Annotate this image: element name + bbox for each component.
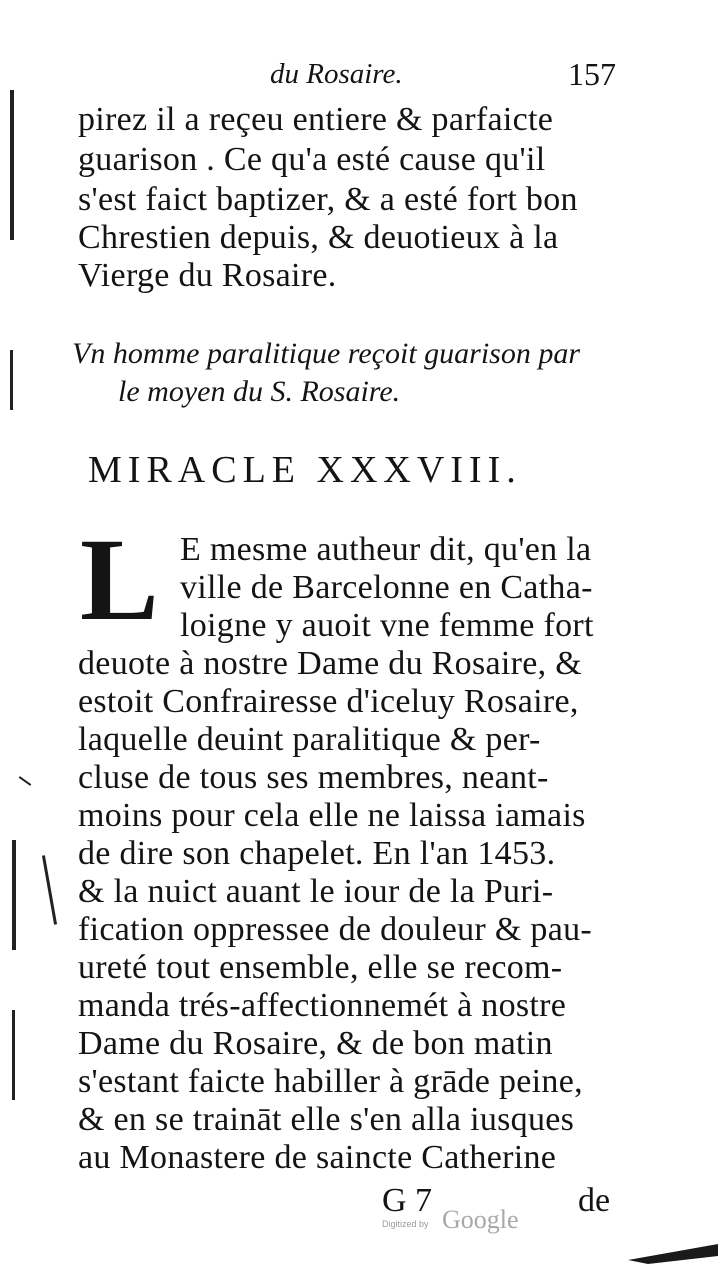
catchword: de <box>578 1182 611 1219</box>
drop-cap: L <box>80 514 159 645</box>
text-line: guarison . Ce qu'a esté cause qu'il <box>78 141 546 178</box>
text-line: deuote à nostre Dame du Rosaire, & <box>78 645 582 682</box>
google-logo: Google <box>442 1205 519 1234</box>
text-line: Dame du Rosaire, & de bon matin <box>78 1025 553 1062</box>
page-footer <box>0 1182 718 1242</box>
text-line: & en se traināt elle s'en alla iusques <box>78 1101 575 1138</box>
margin-mark <box>10 90 14 240</box>
text-line: ville de Barcelonne en Catha- <box>180 569 593 606</box>
page-corner-shadow <box>628 1238 718 1268</box>
margin-mark <box>10 350 13 410</box>
page-number: 157 <box>568 56 616 92</box>
text-line: E mesme autheur dit, qu'en la <box>180 531 592 568</box>
text-line: Chrestien depuis, & deuotieux à la <box>78 219 559 256</box>
text-line: loigne y auoit vne femme fort <box>180 607 594 644</box>
margin-mark <box>12 840 16 950</box>
heading-line: Vn homme paralitique reçoit guarison par <box>72 337 581 370</box>
signature-mark: G 7 <box>382 1182 433 1219</box>
miracle-title: MIRACLE XXXVIII. <box>88 449 522 491</box>
margin-mark <box>19 776 32 786</box>
text-line: cluse de tous ses membres, neant- <box>78 759 549 796</box>
text-line: ureté tout ensemble, elle se recom- <box>78 949 563 986</box>
text-line: s'est faict baptizer, & a esté fort bon <box>78 181 578 218</box>
running-head <box>0 58 718 98</box>
text-line: s'estant faicte habiller à grāde peine, <box>78 1063 583 1100</box>
text-line: & la nuict auant le iour de la Puri- <box>78 873 554 910</box>
watermark-prefix: Digitized by <box>382 1219 429 1229</box>
text-line: moins pour cela elle ne laissa iamais <box>78 797 586 834</box>
text-line: manda trés-affectionnemét à nostre <box>78 987 567 1024</box>
margin-mark <box>12 1010 15 1100</box>
text-line: Vierge du Rosaire. <box>78 257 337 294</box>
running-head-title: du Rosaire. <box>270 58 403 90</box>
text-line: de dire son chapelet. En l'an 1453. <box>78 835 556 872</box>
text-line: pirez il a reçeu entiere & parfaicte <box>78 101 554 138</box>
text-line: laquelle deuint paralitique & per- <box>78 721 541 758</box>
text-line: au Monastere de saincte Catherine <box>78 1139 557 1176</box>
margin-mark <box>42 855 57 924</box>
heading-line: le moyen du S. Rosaire. <box>118 375 401 408</box>
google-watermark <box>382 1205 532 1241</box>
text-line: fication oppressee de douleur & pau- <box>78 911 593 948</box>
text-line: estoit Confrairesse d'iceluy Rosaire, <box>78 683 579 720</box>
